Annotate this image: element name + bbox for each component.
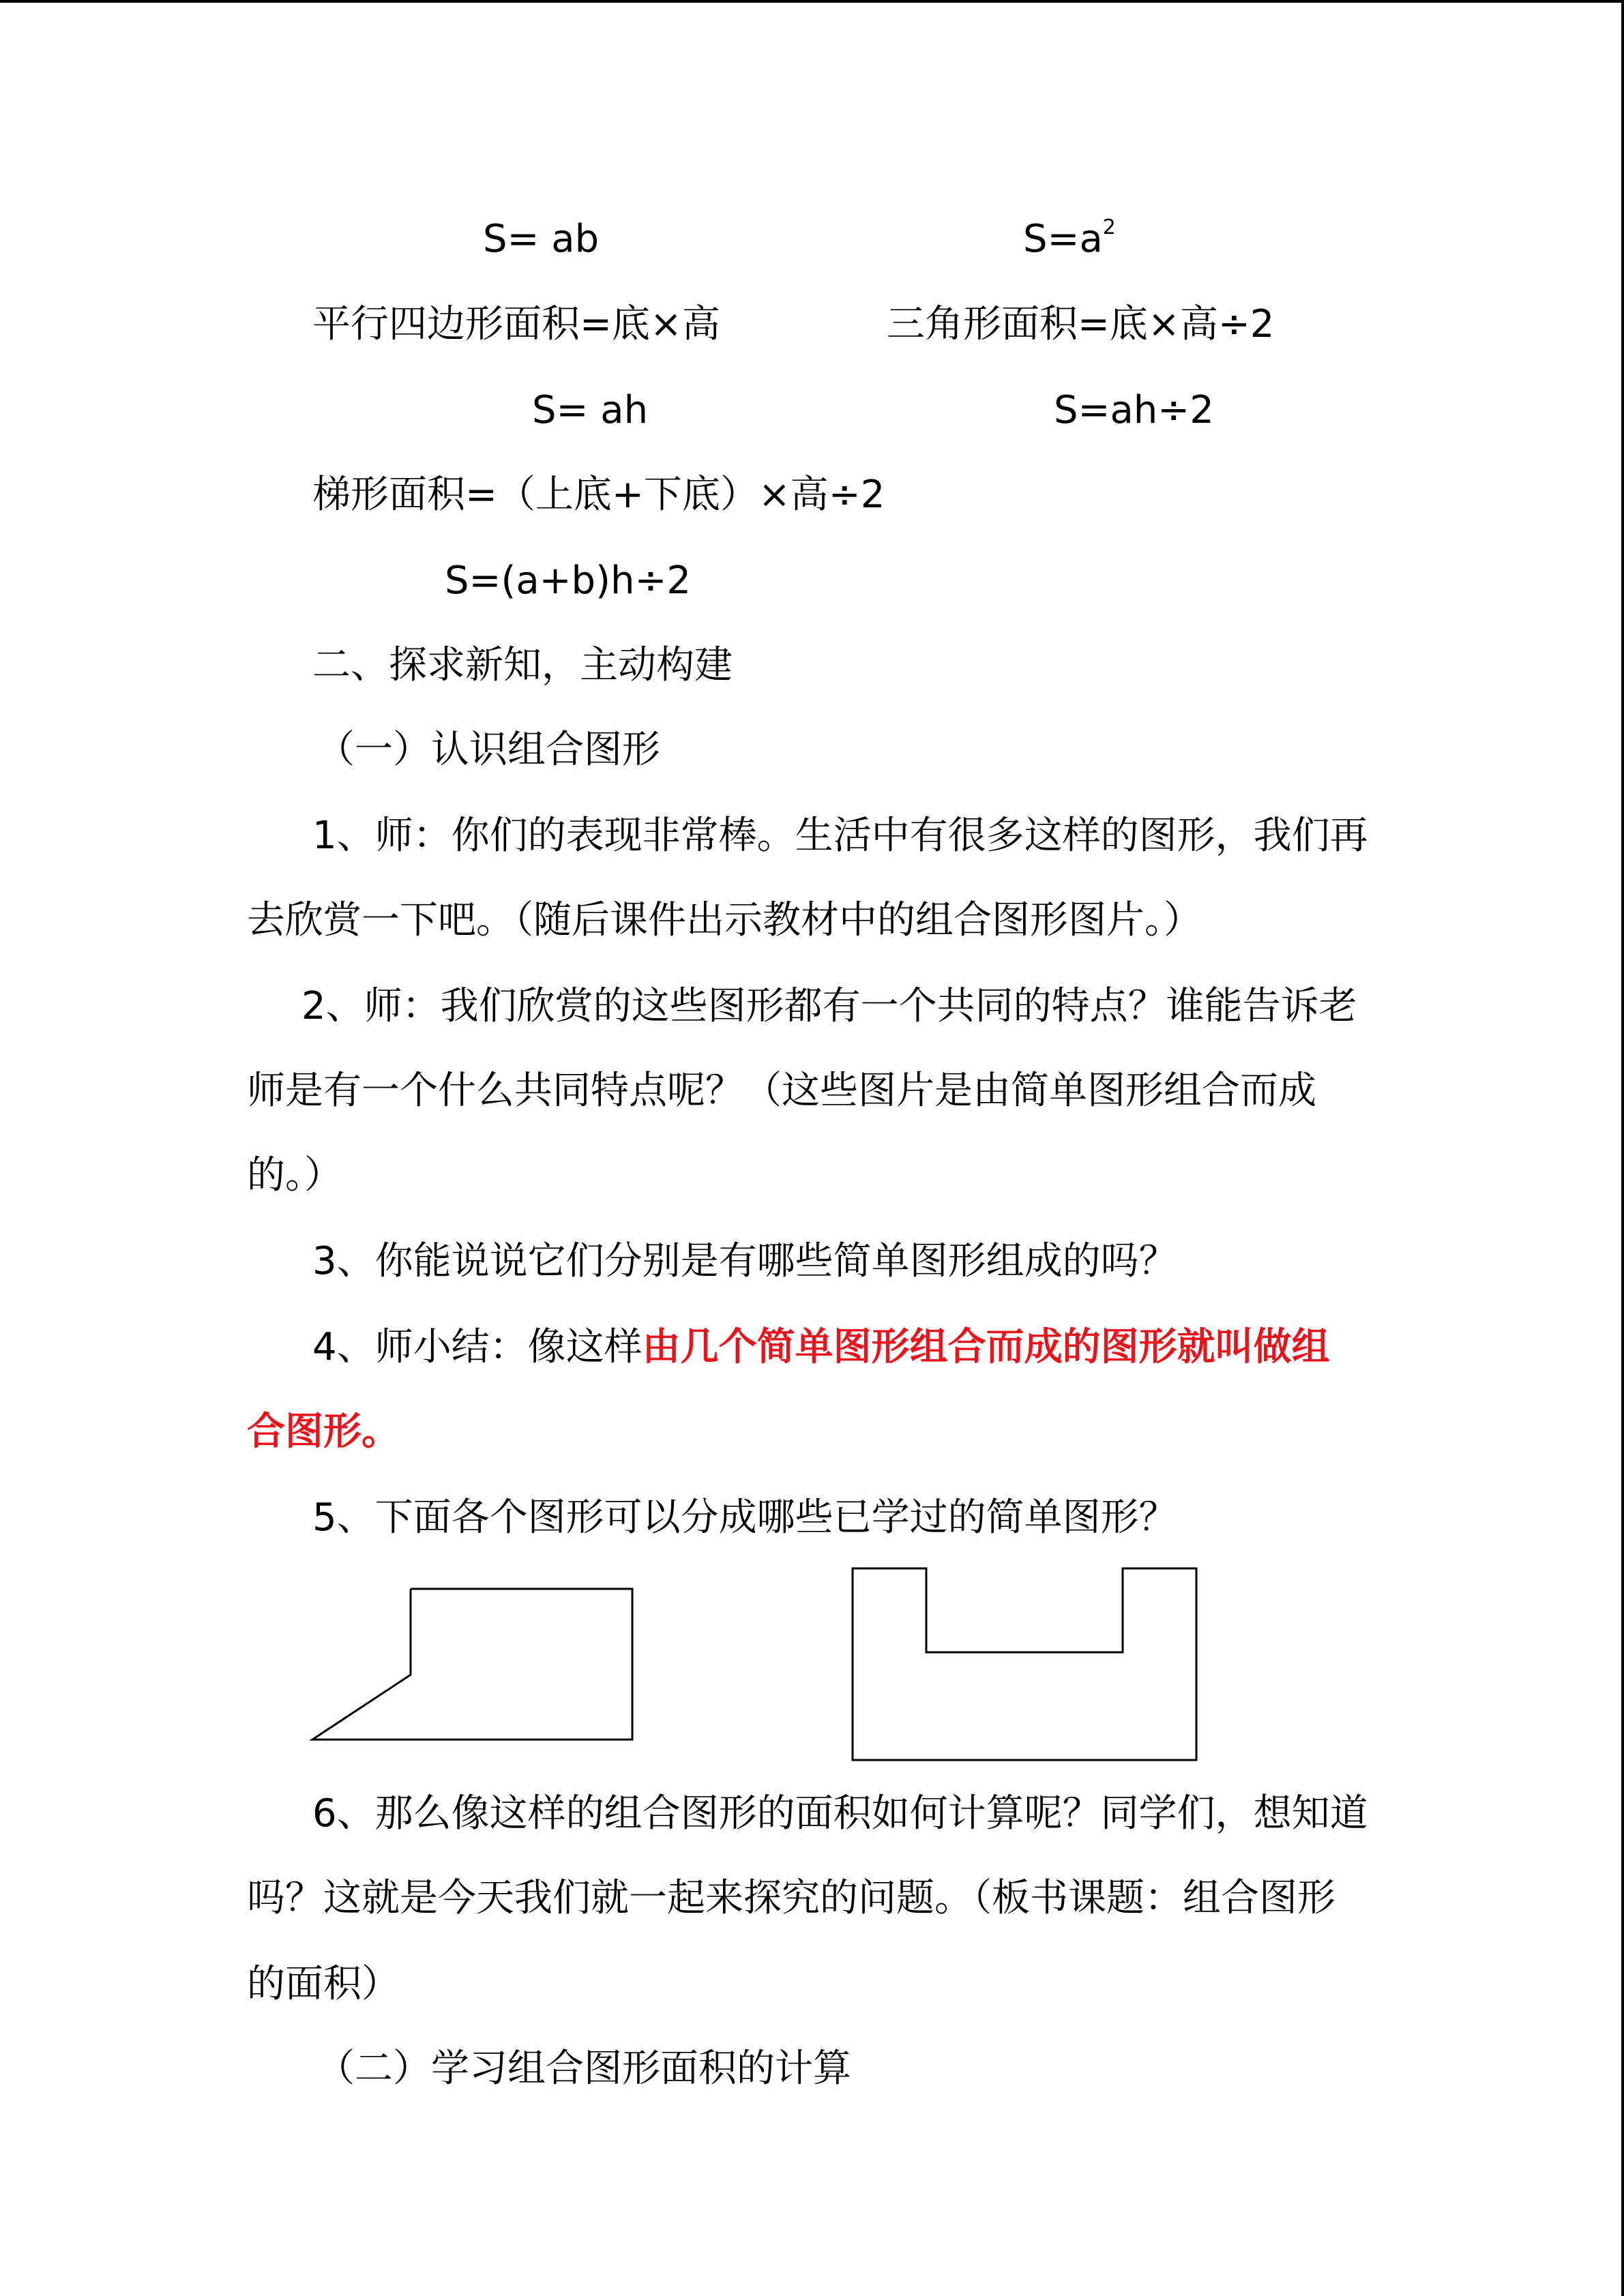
- page-top-border: [0, 0, 1624, 3]
- rectangle-area-formula: S= ab: [483, 217, 600, 261]
- paragraph-4-line-1: [312, 1323, 1330, 1372]
- combined-figure-trapezoid-shape: [300, 1575, 641, 1746]
- combined-figure-u-shape: [839, 1558, 1207, 1770]
- triangle-area-formula: S=ah÷2: [1054, 388, 1214, 432]
- parallelogram-area-formula: S= ah: [532, 388, 649, 432]
- paragraph-2-line-1: 2、师：我们欣赏的这些图形都有一个共同的特点？谁能告诉老: [301, 984, 1357, 1028]
- square-area-formula: [1023, 215, 1116, 264]
- square-formula-exponent: 2: [1102, 215, 1116, 239]
- page-right-border: [1621, 0, 1624, 2296]
- square-formula-base: S=a: [1023, 217, 1103, 261]
- parallelogram-area-rule: 平行四边形面积=底×高: [312, 302, 720, 346]
- paragraph-1-line-1: 1、师：你们的表现非常棒。生活中有很多这样的图形，我们再: [312, 814, 1368, 858]
- trapezoid-area-rule: 梯形面积=（上底+下底）×高÷2: [312, 473, 885, 517]
- combined-figure-definition: 由几个简单图形组合而成的图形就叫做组: [642, 1325, 1330, 1369]
- combined-figure-definition-continued: 合图形。: [247, 1410, 400, 1454]
- paragraph-3: 3、你能说说它们分别是有哪些简单图形组成的吗？: [312, 1239, 1177, 1283]
- paragraph-6-line-2: 吗？这就是今天我们就一起来探究的问题。（板书课题：组合图形: [247, 1876, 1335, 1920]
- section-heading-two: 二、探求新知，主动构建: [312, 643, 733, 687]
- triangle-area-rule: 三角形面积=底×高÷2: [887, 302, 1275, 346]
- paragraph-5: 5、下面各个图形可以分成哪些已学过的简单图形？: [312, 1495, 1177, 1540]
- paragraph-6-line-3: 的面积）: [247, 1962, 400, 2006]
- paragraph-2-line-3: 的。）: [247, 1153, 342, 1197]
- subsection-heading-one: （一）认识组合图形: [316, 728, 660, 772]
- paragraph-2-line-2: 师是有一个什么共同特点呢？（这些图片是由简单图形组合而成: [247, 1069, 1316, 1113]
- trapezoid-area-formula: S=(a+b)h÷2: [445, 558, 691, 603]
- paragraph-6-line-1: 6、那么像这样的组合图形的面积如何计算呢？同学们，想知道: [312, 1791, 1368, 1836]
- paragraph-1-line-2: 去欣赏一下吧。（随后课件出示教材中的组合图形图片。）: [247, 898, 1202, 942]
- paragraph-4-prefix: 4、师小结：像这样: [312, 1325, 643, 1369]
- subsection-heading-two: （二）学习组合图形面积的计算: [316, 2046, 851, 2091]
